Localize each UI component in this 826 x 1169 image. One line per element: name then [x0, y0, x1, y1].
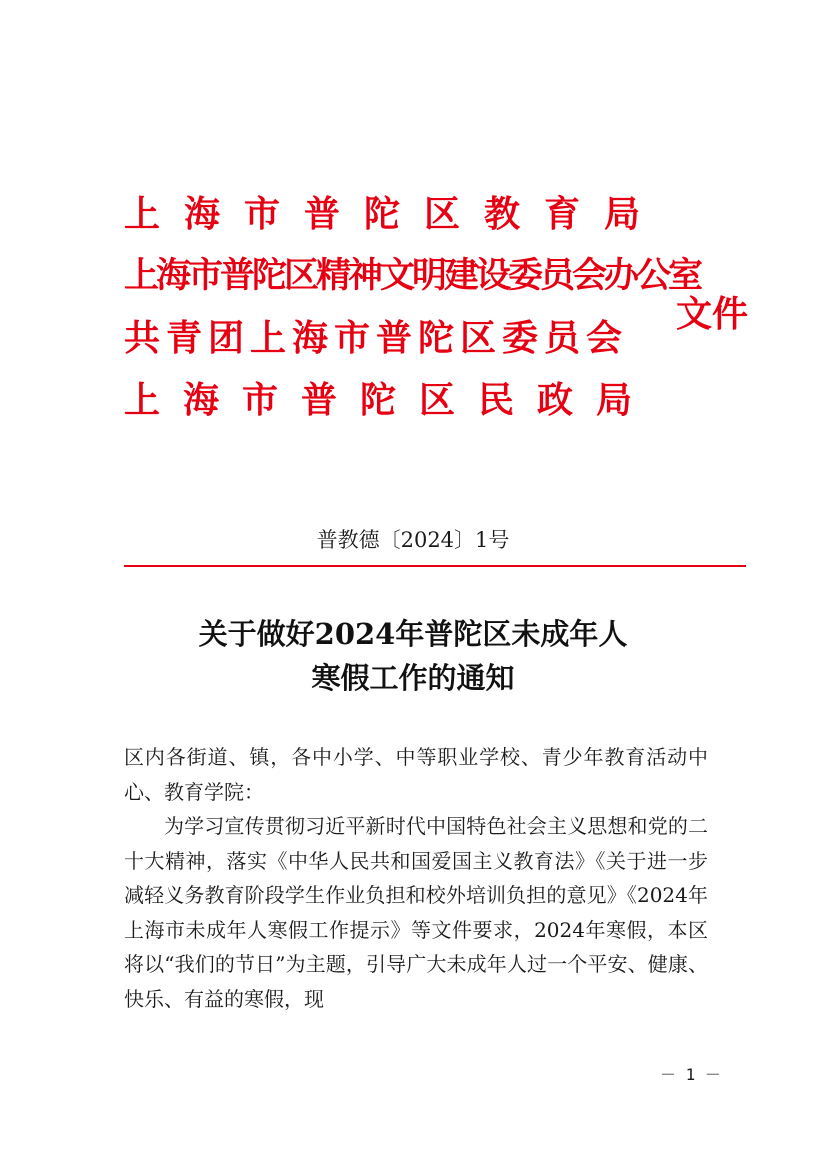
document-suffix: 文件: [676, 293, 749, 335]
document-number: 普教德〔2024〕1号: [316, 528, 510, 552]
page-number: － 1 －: [660, 1065, 721, 1084]
red-divider-line: [124, 565, 746, 567]
title-line-1: 关于做好2024年普陀区未成年人: [198, 617, 628, 651]
issuer-youth-league: 共青团上海市普陀区委员会: [124, 317, 629, 359]
body-paragraph-1: 为学习宣传贯彻习近平新时代中国特色社会主义思想和党的二十大精神，落实《中华人民共和国爱国主义教育法》《关于进一步减轻义务教育阶段学生作业负担和校外培训负担的意见》《2024年上海市未成年人寒假工作提示》等文件要求，2024年寒假，本区将以“我们的节日”为主题，引导广大未成年人过一个平安、健康、快乐、有益的寒假，现: [124, 814, 708, 1011]
issuer-civil-affairs-bureau: 上海市普陀区民政局: [124, 379, 656, 421]
title-line-2: 寒假工作的通知: [311, 661, 515, 695]
issuer-civilization-office: 上海市普陀区精神文明建设委员会办公室: [124, 255, 701, 296]
recipients-paragraph: 区内各街道、镇，各中小学、中等职业学校、青少年教育活动中心、教育学院：: [124, 745, 708, 804]
issuer-education-bureau: 上海市普陀区教育局: [124, 193, 665, 235]
issuing-authorities: [124, 188, 701, 436]
document-title: [0, 612, 826, 700]
document-body: [124, 740, 708, 1016]
